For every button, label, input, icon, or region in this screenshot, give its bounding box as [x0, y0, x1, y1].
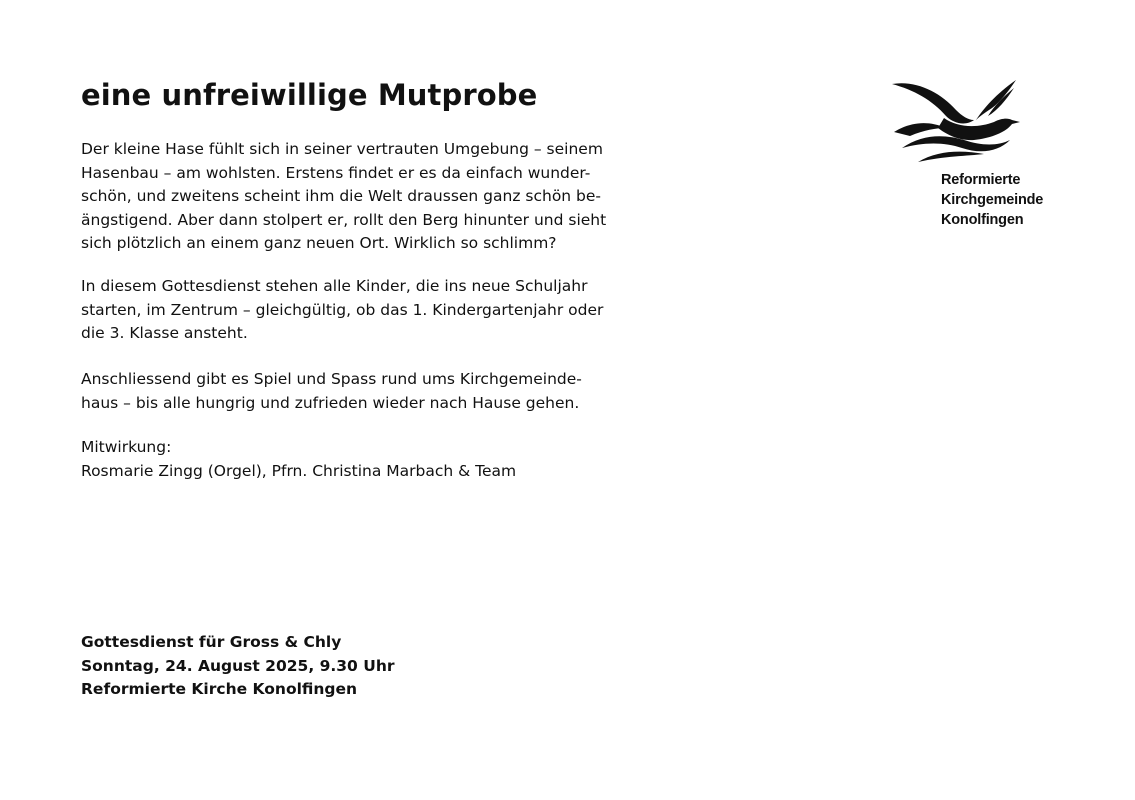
intro-paragraph: [81, 138, 681, 256]
church-name: [941, 170, 1043, 230]
page-title: eine unfreiwillige Mutprobe: [81, 78, 538, 112]
paragraph-line: ängstigend. Aber dann stolpert er, rollt den Berg hinunter und sieht: [81, 210, 607, 229]
paragraph-line: In diesem Gottesdienst stehen alle Kinder, die ins neue Schuljahr: [81, 277, 588, 295]
credits-names: Rosmarie Zingg (Orgel), Pfrn. Christina Marbach & Team: [81, 461, 517, 480]
paragraph-line: sich plötzlich an einem ganz neuen Ort. Wirklich so schlimm?: [81, 234, 557, 252]
credits: [81, 436, 681, 483]
church-logo: [888, 78, 1068, 238]
logo-line: Kirchgemeinde: [941, 192, 1044, 208]
event-name: Gottesdienst für Gross & Chly: [81, 633, 342, 651]
paragraph-line: starten, im Zentrum – gleichgültig, ob das 1. Kindergartenjahr oder: [81, 300, 604, 319]
service-description-paragraph: [81, 275, 681, 346]
paragraph-line: Hasenbau – am wohlsten. Erstens findet er es da einfach wunder-: [81, 163, 591, 182]
paragraph-line: haus – bis alle hungrig und zufrieden wieder nach Hause gehen.: [81, 393, 580, 412]
afterwards-paragraph: [81, 368, 681, 415]
event-location: Reformierte Kirche Konolfingen: [81, 680, 358, 698]
credits-label: Mitwirkung:: [81, 438, 172, 456]
logo-line: Reformierte: [941, 172, 1021, 188]
paragraph-line: Der kleine Hase fühlt sich in seiner vertrauten Umgebung – seinem: [81, 140, 603, 158]
paragraph-line: Anschliessend gibt es Spiel und Spass rund ums Kirchgemeinde-: [81, 370, 582, 388]
paragraph-line: die 3. Klasse ansteht.: [81, 324, 248, 342]
dove-icon: [888, 78, 1023, 164]
event-date-time: Sonntag, 24. August 2025, 9.30 Uhr: [81, 656, 395, 675]
paragraph-line: schön, und zweitens scheint ihm die Welt draussen ganz schön be-: [81, 187, 602, 205]
logo-line: Konolfingen: [941, 212, 1024, 228]
event-details: [81, 631, 395, 702]
